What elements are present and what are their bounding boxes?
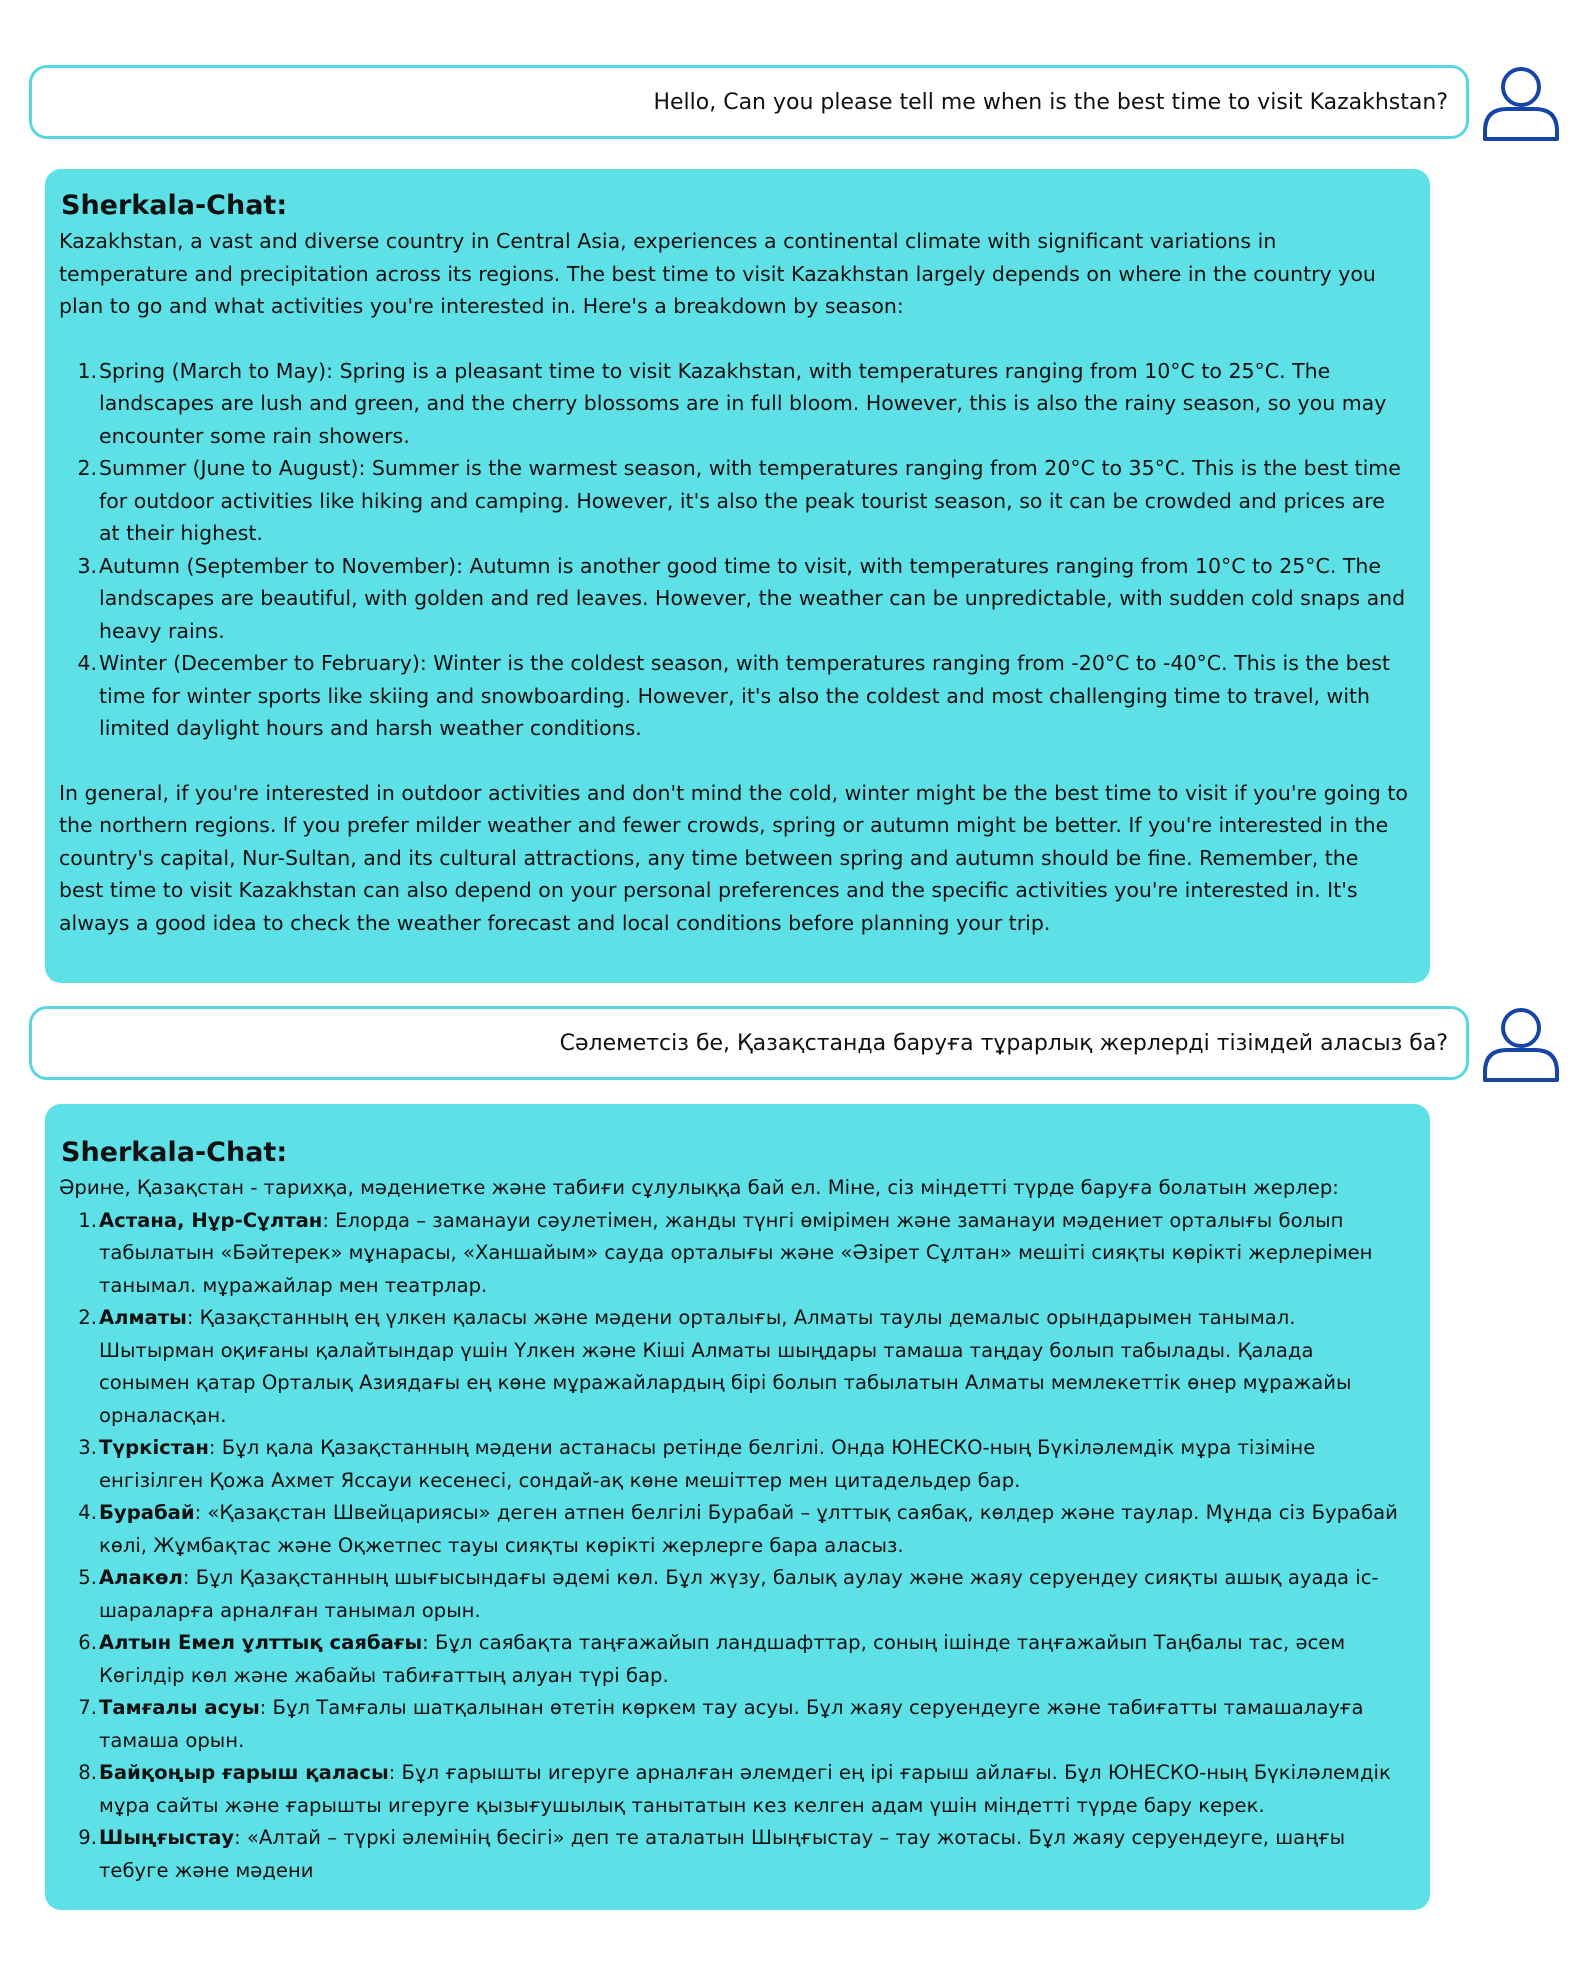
list-item: 3. Autumn (September to November): Autumn is another good time to visit, with temperatures ranging from 10°C to 25°C. The landscapes are beautiful, with golden and red leaves. However, the weather can be unpredictable, with sudden cold snaps and heavy rains. — [77, 553, 1406, 643]
user-avatar-icon — [1480, 1002, 1562, 1084]
response-intro: Әрине, Қазақстан - тарихқа, мәдениетке және табиғи сұлулыққа бай ел. Міне, сіз міндетті түрде баруға болатын жерлер: — [59, 1176, 1339, 1199]
list-item: 2. Summer (June to August): Summer is the warmest season, with temperatures ranging from 20°C to 35°C. This is the best time for outdoor activities like hiking and camping. However, it's also the peak tourist season, so it can be crowded and prices are at their highest. — [77, 456, 1401, 545]
list-item: 7. Тамғалы асуы: Бұл Тамғалы шатқалынан өтетін көркем тау асуы. Бұл жаяу серуендеуге және табиғатты тамашалауға тамаша орын. — [78, 1696, 1364, 1752]
list-item: 1. Spring (March to May): Spring is a pleasant time to visit Kazakhstan, with temperatures ranging from 10°C to 25°C. The landscapes are lush and green, and the cherry blossoms are in full bloom. However, this is also the rainy season, so you may encounter some rain showers. — [77, 358, 1387, 448]
list-item: 8. Байқоңыр ғарыш қаласы: Бұл ғарышты игеруге арналған әлемдегі ең ірі ғарыш айлағы. Бұл ЮНЕСКО-ның Бүкіләлемдік мұра сайты және ғарышты игеруге қызығушылық танытатын кез келген адам үшін міндетті түрде бару керек. — [78, 1761, 1391, 1817]
place-name: Астана, Нұр-Сұлтан — [99, 1208, 323, 1232]
places-list — [59, 1205, 1408, 1888]
user-message-bubble — [29, 65, 1469, 139]
user-message-text: Hello, Can you please tell me when is the best time to visit Kazakhstan? — [653, 89, 1448, 115]
place-name: Бурабай — [99, 1501, 195, 1524]
place-name: Алтын Емел ұлттық саябағы — [99, 1631, 423, 1654]
place-name: Байқоңыр ғарыш қаласы — [99, 1761, 389, 1784]
assistant-name: Sherkala-Chat: — [61, 190, 288, 221]
list-item: 1. Астана, Нұр-Сұлтан: Елорда – заманауи сәулетімен, жанды түнгі өмірімен және заманауи мәдениет орталығы болып табылатын «Бәйтерек» мұнарасы, «Ханшайым» сауда орталығы және «Әзірет Сұлтан» мешіті сияқты көрікті жерлерімен танымал. мұражайлар мен театрлар. — [78, 1208, 1373, 1297]
place-name: Алматы — [99, 1306, 187, 1329]
assistant-message-card — [45, 1104, 1430, 1910]
user-avatar-icon — [1480, 61, 1562, 143]
place-name: Түркістан — [99, 1436, 209, 1459]
response-intro: Kazakhstan, a vast and diverse country in Central Asia, experiences a continental climate with significant variations in temperature and precipitation across its regions. The best time to visit Kazakhstan largely depends on where in the country you plan to go and what activities you're interested in. Here's a breakdown by season: — [59, 229, 1376, 318]
season-list — [59, 355, 1408, 745]
list-item: 3. Түркістан: Бұл қала Қазақстанның мәдени астанасы ретінде белгілі. Онда ЮНЕСКО-ның Бүкіләлемдік мұра тізіміне енгізілген Қожа Ахмет Яссауи кесенесі, сондай-ақ көне мешіттер мен цитадельдер бар. — [78, 1436, 1316, 1492]
place-name: Алакөл — [99, 1566, 183, 1589]
response-conclusion: In general, if you're interested in outdoor activities and don't mind the cold, winter might be the best time to visit if you're going to the northern regions. If you prefer milder weather and fewer crowds, spring or autumn might be better. If you're interested in the country's capital, Nur-Sultan, and its cultural attractions, any time between spring and autumn should be fine. Remember, the best time to visit Kazakhstan can also depend on your personal preferences and the specific activities you're interested in. It's always a good idea to check the weather forecast and local conditions before planning your trip. — [59, 780, 1408, 935]
list-item: 5. Алакөл: Бұл Қазақстанның шығысындағы әдемі көл. Бұл жүзу, балық аулау және жаяу серуендеу сияқты ашық ауада іс-шараларға арналған танымал орын. — [78, 1566, 1379, 1622]
list-item: 4. Winter (December to February): Winter is the coldest season, with temperatures ranging from -20°C to -40°C. This is the best time for winter sports like skiing and snowboarding. However, it's also the coldest and most challenging time to travel, with limited daylight hours and harsh weather conditions. — [77, 651, 1390, 740]
user-message-bubble — [29, 1006, 1469, 1080]
place-name: Тамғалы асуы — [99, 1696, 260, 1719]
place-name: Шыңғыстау — [99, 1826, 235, 1849]
list-item: 6. Алтын Емел ұлттық саябағы: Бұл саябақта таңғажайып ландшафттар, соның ішінде таңғажайып Таңбалы тас, әсем Көгілдір көл және жабайы табиғаттың алуан түрі бар. — [78, 1631, 1346, 1687]
list-item: 2. Алматы: Қазақстанның ең үлкен қаласы және мәдени орталығы, Алматы таулы демалыс орындарымен танымал. Шытырман оқиғаны қалайтындар үшін Үлкен және Кіші Алматы шыңдары тамаша таңдау болып табылады. Қалада сонымен қатар Орталық Азиядағы ең көне мұражайлардың бірі болып табылатын Алматы мемлекеттік өнер мұражайы орналасқан. — [78, 1306, 1352, 1427]
user-message-text: Сәлеметсіз бе, Қазақстанда баруға тұрарлық жерлерді тізімдей аласыз ба? — [559, 1030, 1448, 1056]
assistant-message-card — [45, 169, 1430, 983]
list-item: 9. Шыңғыстау: «Алтай – түркі әлемінің бесігі» деп те аталатын Шыңғыстау – тау жотасы. Бұл жаяу серуендеуге, шаңғы тебуге және мәдени — [78, 1826, 1346, 1882]
list-item: 4. Бурабай: «Қазақстан Швейцариясы» деген атпен белгілі Бурабай – ұлттық саябақ, көлдер және таулар. Мұнда сіз Бурабай көлі, Жұмбақтас және Оқжетпес тауы сияқты көрікті жерлерге бара аласыз. — [78, 1501, 1398, 1557]
assistant-name: Sherkala-Chat: — [61, 1137, 288, 1168]
